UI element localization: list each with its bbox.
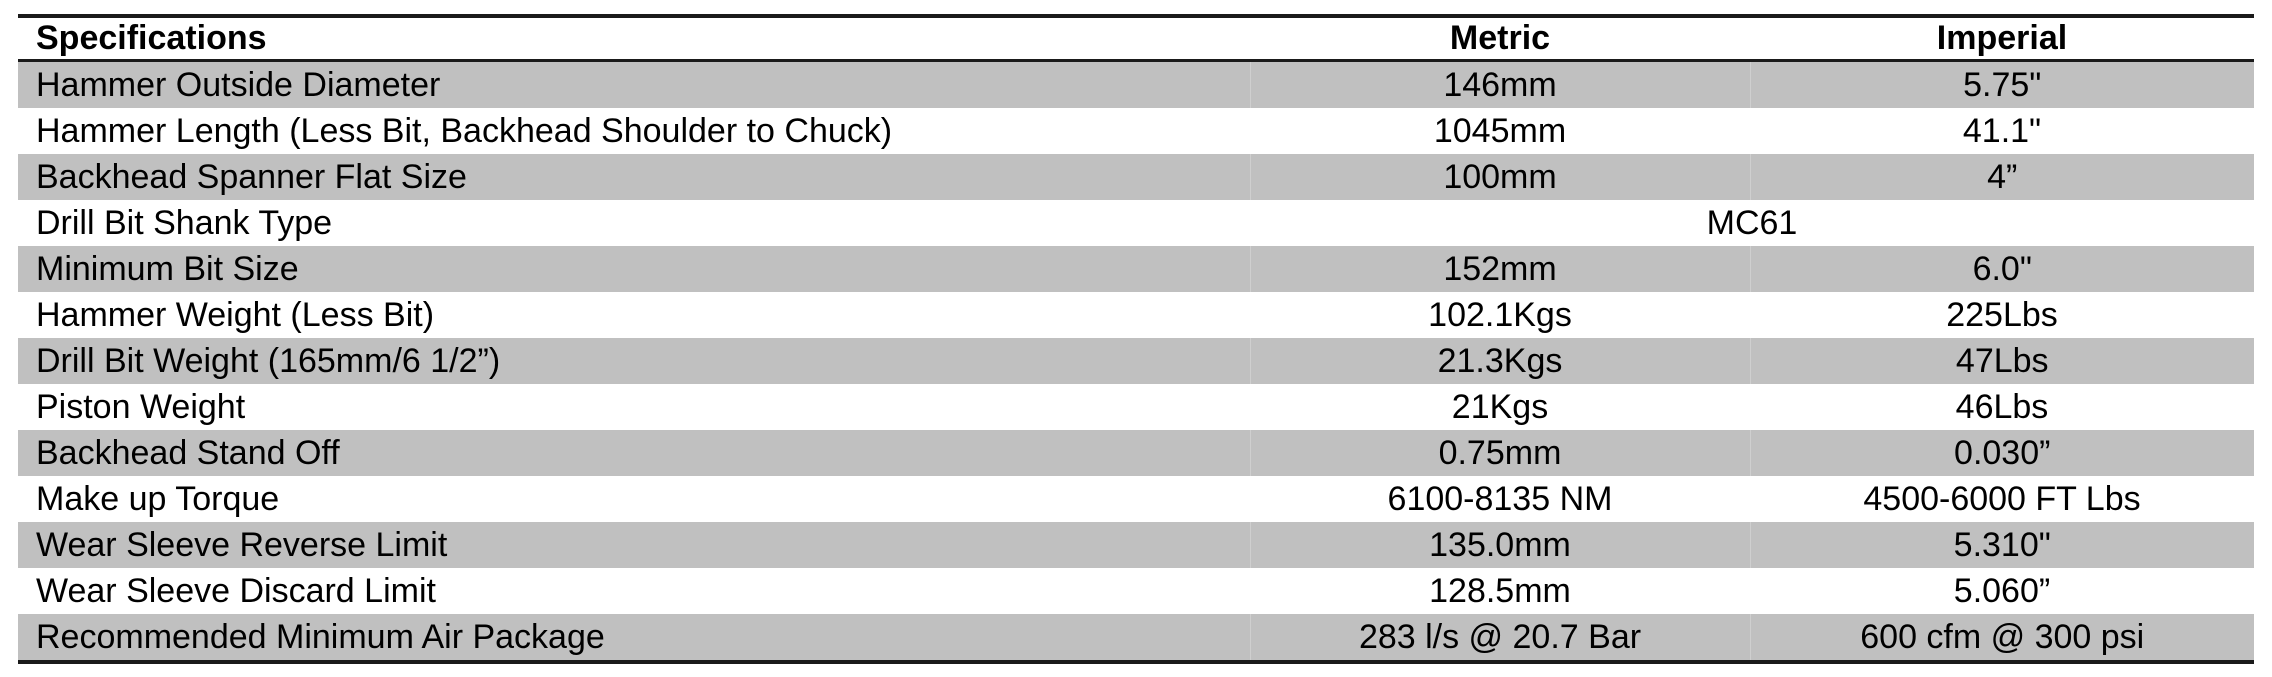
imperial-value: 46Lbs <box>1750 384 2254 430</box>
spec-label: Drill Bit Shank Type <box>18 200 1250 246</box>
table-body <box>18 61 2254 663</box>
metric-value: 102.1Kgs <box>1250 292 1750 338</box>
imperial-value: 600 cfm @ 300 psi <box>1750 614 2254 662</box>
spec-label: Hammer Length (Less Bit, Backhead Shoulder to Chuck) <box>18 108 1250 154</box>
table-row <box>18 61 2254 109</box>
table-row <box>18 154 2254 200</box>
metric-value: 21Kgs <box>1250 384 1750 430</box>
imperial-value: 0.030” <box>1750 430 2254 476</box>
imperial-value: 5.060” <box>1750 568 2254 614</box>
metric-value: 100mm <box>1250 154 1750 200</box>
header-specifications: Specifications <box>18 16 1250 61</box>
table-row <box>18 246 2254 292</box>
table-row <box>18 522 2254 568</box>
metric-value: 128.5mm <box>1250 568 1750 614</box>
imperial-value: 225Lbs <box>1750 292 2254 338</box>
imperial-value: 4500-6000 FT Lbs <box>1750 476 2254 522</box>
table-row <box>18 108 2254 154</box>
table-row <box>18 614 2254 662</box>
spec-label: Make up Torque <box>18 476 1250 522</box>
spec-label: Wear Sleeve Reverse Limit <box>18 522 1250 568</box>
metric-value: 1045mm <box>1250 108 1750 154</box>
imperial-value: 47Lbs <box>1750 338 2254 384</box>
header-metric: Metric <box>1250 16 1750 61</box>
metric-value: 135.0mm <box>1250 522 1750 568</box>
table-row <box>18 430 2254 476</box>
table-row <box>18 292 2254 338</box>
spec-label: Hammer Outside Diameter <box>18 61 1250 109</box>
table-row <box>18 384 2254 430</box>
spec-label: Recommended Minimum Air Package <box>18 614 1250 662</box>
spec-label: Minimum Bit Size <box>18 246 1250 292</box>
spec-label: Drill Bit Weight (165mm/6 1/2”) <box>18 338 1250 384</box>
metric-value: 21.3Kgs <box>1250 338 1750 384</box>
spec-label: Hammer Weight (Less Bit) <box>18 292 1250 338</box>
table-row <box>18 476 2254 522</box>
header-row <box>18 16 2254 61</box>
imperial-value: 41.1" <box>1750 108 2254 154</box>
table-row <box>18 200 2254 246</box>
table-row <box>18 568 2254 614</box>
metric-value: 152mm <box>1250 246 1750 292</box>
header-imperial: Imperial <box>1750 16 2254 61</box>
metric-value: 146mm <box>1250 61 1750 109</box>
table-row <box>18 338 2254 384</box>
metric-value: 6100-8135 NM <box>1250 476 1750 522</box>
imperial-value: 4” <box>1750 154 2254 200</box>
metric-value: 283 l/s @ 20.7 Bar <box>1250 614 1750 662</box>
imperial-value: 6.0" <box>1750 246 2254 292</box>
spec-label: Wear Sleeve Discard Limit <box>18 568 1250 614</box>
metric-value: 0.75mm <box>1250 430 1750 476</box>
specifications-table <box>18 14 2254 664</box>
spec-label: Piston Weight <box>18 384 1250 430</box>
merged-value: MC61 <box>1250 200 2254 246</box>
imperial-value: 5.75" <box>1750 61 2254 109</box>
imperial-value: 5.310" <box>1750 522 2254 568</box>
spec-label: Backhead Stand Off <box>18 430 1250 476</box>
spec-label: Backhead Spanner Flat Size <box>18 154 1250 200</box>
